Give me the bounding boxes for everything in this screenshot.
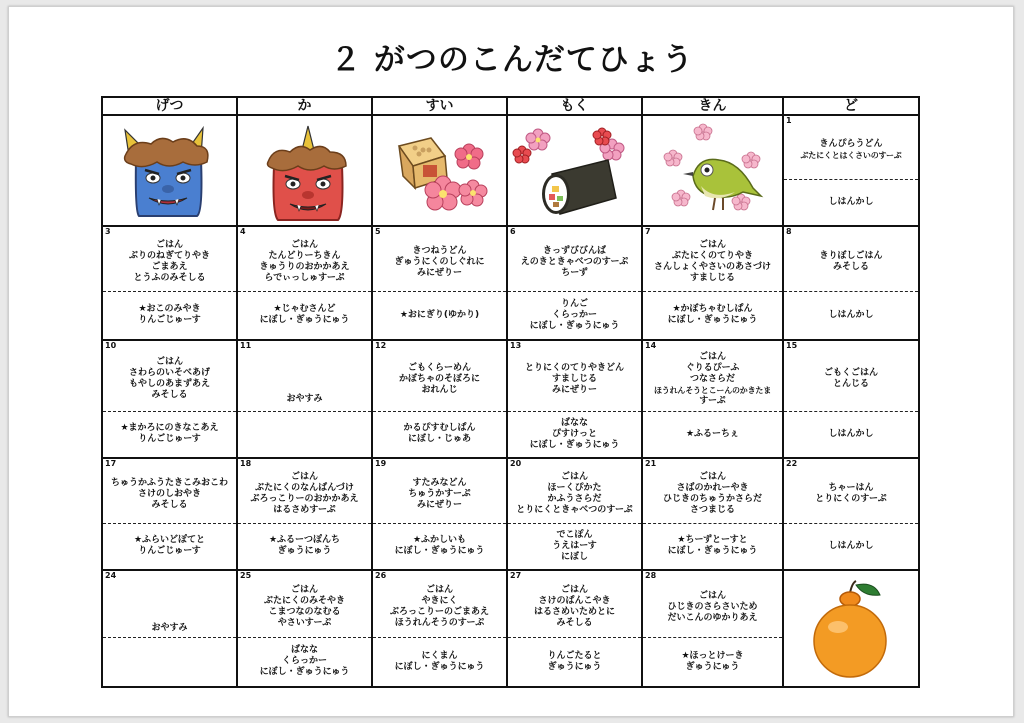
menu-item: ぎゅうにゅう	[547, 661, 602, 672]
menu-item: にぼし・ぎゅうにゅう	[529, 320, 620, 331]
menu-item: ごはん	[560, 472, 588, 482]
menu-item: つなさらだ	[689, 373, 735, 384]
day-number: 8	[786, 227, 792, 236]
day-cell	[508, 341, 643, 459]
menu-item: さばのかれーやき	[676, 483, 749, 493]
day-cell	[643, 571, 784, 688]
menu-item: くらっかー	[281, 656, 327, 666]
blue-oni-icon	[103, 116, 238, 227]
day-cell	[784, 341, 920, 459]
menu-item: ほうれんそうのすーぷ	[394, 618, 485, 628]
day-cell	[508, 227, 643, 341]
illustration-cell-mon	[103, 116, 238, 227]
menu-item: ちゅうかふうたきこみおこわ	[110, 477, 228, 488]
snack-menu	[510, 411, 639, 457]
day-number: 12	[375, 341, 387, 350]
menu-item: でこぽん	[556, 529, 593, 540]
menu-item: こまつなのなむる	[268, 607, 341, 617]
menu-item: みにぜりー	[416, 499, 462, 510]
snack-menu	[510, 291, 639, 339]
menu-item: ほーくぴかた	[547, 483, 602, 493]
menu-item: にぼし・ぎゅうにゅう	[667, 315, 758, 325]
menu-item: ごはん	[290, 472, 318, 482]
menu-item: ぶろっこりーのおかかあえ	[250, 494, 359, 504]
day-cell	[103, 459, 238, 571]
menu-item: とんじる	[832, 379, 869, 389]
snack-menu	[105, 523, 234, 569]
menu-item: さけのぱんこやき	[538, 596, 611, 606]
illustration-cell-tue	[238, 116, 373, 227]
menu-item: きゅうりのおかかあえ	[259, 262, 350, 272]
menu-item: すーぷ	[699, 395, 726, 406]
menu-item: ごはん	[290, 585, 318, 595]
menu-item: みにぜりー	[551, 384, 597, 395]
menu-item: きんぴらうどん	[819, 139, 883, 149]
menu-item: にくまん	[421, 650, 458, 661]
menu-item: すましじる	[689, 273, 735, 283]
day-number: 18	[240, 459, 252, 468]
menu-item: ひじきのちゅうかさらだ	[662, 494, 762, 504]
lunch-menu	[645, 347, 780, 411]
menu-item: ごもくらーめん	[407, 362, 471, 373]
lunch-menu	[786, 347, 916, 411]
snack-menu	[786, 291, 916, 339]
day-cell	[238, 571, 373, 688]
menu-item: かるぴすむしぱん	[403, 423, 476, 433]
menu-item: たんどりーちきん	[268, 251, 341, 261]
illustration-cell-thu	[508, 116, 643, 227]
menu-item: やさいすーぷ	[277, 618, 332, 628]
weekday-header-tue: か	[238, 98, 373, 116]
page-title: ２ がつのこんだてひょう	[330, 42, 694, 78]
menu-item: ばなな	[560, 417, 588, 428]
menu-item: さけのしおやき	[137, 488, 201, 499]
menu-item: にぼし・ぎゅうにゅう	[259, 315, 350, 325]
day-number: 1	[786, 116, 792, 125]
menu-item: うえはーす	[552, 540, 597, 551]
menu-item: ちーず	[561, 267, 588, 278]
menu-item: はるさめすーぷ	[273, 505, 336, 515]
lunch-menu	[510, 233, 639, 291]
menu-item: ぎゅうにくのしぐれに	[394, 256, 485, 267]
day-cell	[508, 459, 643, 571]
menu-item: ばなな	[290, 645, 318, 655]
day-number: 26	[375, 571, 387, 580]
menu-item: ごはん	[425, 585, 453, 595]
ehomaki-sushi-roll-icon	[508, 116, 643, 227]
day-number: 7	[645, 227, 651, 236]
menu-item: しはんかし	[828, 196, 874, 207]
day-number: 11	[240, 341, 252, 350]
day-number: 25	[240, 571, 252, 580]
lunch-menu	[510, 577, 639, 637]
menu-item: にぼし	[560, 551, 588, 562]
menu-item: ぶたにくのみそやき	[263, 596, 345, 606]
menu-item: ごはん	[290, 240, 318, 250]
menu-item: ぶろっこりーのごまあえ	[389, 607, 489, 617]
day-number: 20	[510, 459, 522, 468]
menu-item: ぎゅうにゅう	[685, 661, 740, 672]
day-number: 13	[510, 341, 522, 350]
lunch-menu	[510, 347, 639, 411]
snack-menu	[240, 291, 369, 339]
day-number: 10	[105, 341, 117, 350]
snack-menu	[105, 291, 234, 339]
day-number: 5	[375, 227, 381, 236]
menu-item: えのきときゃべつのすーぷ	[520, 256, 629, 267]
menu-item: みそしる	[832, 262, 869, 272]
lunch-menu	[375, 233, 504, 291]
snack-menu	[375, 291, 504, 339]
menu-item: りんごたると	[547, 650, 602, 661]
day-number: 17	[105, 459, 117, 468]
menu-item: くらっかー	[551, 309, 597, 320]
menu-item: りんごじゅーす	[138, 315, 201, 325]
menu-item: にぼし・ぎゅうにゅう	[667, 546, 758, 556]
day-cell	[238, 341, 373, 459]
day-cell	[103, 227, 238, 341]
menu-item: ごはん	[560, 585, 588, 595]
menu-item: ごまあえ	[151, 262, 188, 272]
bean-box-and-plum-blossom-icon	[373, 116, 508, 227]
day-cell	[784, 459, 920, 571]
menu-item: ごもくごはん	[823, 368, 878, 378]
day-number: 15	[786, 341, 798, 350]
menu-item: みそしる	[151, 390, 188, 400]
menu-item: さわらのいそべあげ	[128, 368, 210, 378]
lunch-menu	[375, 577, 504, 637]
snack-menu	[510, 637, 639, 686]
menu-item: ぶたにくのなんばんづけ	[255, 483, 354, 493]
menu-item: ★ほっとけーき	[681, 650, 744, 661]
day-cell	[238, 459, 373, 571]
menu-item: ごはん	[155, 357, 183, 367]
lunch-menu	[105, 233, 234, 291]
holiday-label	[103, 571, 236, 686]
menu-item: もやしのあまずあえ	[128, 379, 210, 389]
holiday-label	[238, 341, 371, 457]
menu-item: ぶたにくとはくさいのすーぷ	[800, 151, 902, 160]
day-cell	[784, 227, 920, 341]
lunch-menu	[786, 233, 916, 291]
menu-item: ごはん	[698, 472, 726, 482]
menu-item: とりにくときゃべつのすーぷ	[516, 505, 633, 515]
day-cell	[643, 227, 784, 341]
menu-item: おれんじ	[421, 384, 458, 395]
day-cell	[373, 227, 508, 341]
day-cell	[508, 571, 643, 688]
menu-item: ほうれんそうとこーんのかきたま	[654, 385, 771, 395]
day-number: 14	[645, 341, 657, 350]
menu-item: にぼし・ぎゅうにゅう	[394, 546, 485, 556]
holiday-text: おやすみ	[135, 623, 203, 634]
day-number: 6	[510, 227, 516, 236]
menu-item: さんしょくやさいのあさづけ	[653, 262, 771, 272]
menu-item: ★まかろにのきなこあえ	[120, 423, 219, 433]
menu-item: ★ふかしいも	[412, 535, 467, 545]
lunch-menu	[375, 465, 504, 523]
menu-item: ひじきのさらさいため	[667, 601, 758, 612]
snack-menu	[375, 411, 504, 457]
menu-item: きりぼしごはん	[819, 251, 883, 261]
menu-item: とりにくのてりやきどん	[524, 362, 624, 373]
weekday-header-fri: きん	[643, 98, 784, 116]
menu-item: とりにくのすーぷ	[815, 494, 887, 504]
menu-item: ごはん	[698, 240, 726, 250]
menu-item: ★おにぎり(ゆかり)	[399, 309, 480, 320]
menu-item: しはんかし	[828, 428, 874, 439]
snack-menu	[375, 637, 504, 686]
snack-menu	[786, 411, 916, 457]
menu-item: にぼし・ぎゅうにゅう	[529, 439, 620, 450]
menu-item: りんご	[560, 298, 588, 309]
menu-item: ぐりるぴーふ	[685, 362, 740, 373]
menu-item: にぼし・ぎゅうにゅう	[394, 661, 485, 672]
mandarin-cell	[784, 571, 920, 688]
menu-item: ちゃーはん	[828, 483, 874, 493]
menu-item: みそしる	[151, 499, 188, 510]
day-cell	[643, 459, 784, 571]
red-oni-icon	[238, 116, 373, 227]
snack-menu	[375, 523, 504, 569]
menu-item: さつまじる	[689, 505, 735, 515]
holiday-text: おやすみ	[270, 394, 338, 405]
snack-menu	[786, 179, 916, 225]
menu-item: ★おこのみやき	[138, 304, 201, 314]
menu-item: ★ふるーちぇ	[685, 428, 740, 439]
menu-item: ★ちーずとーすと	[677, 535, 748, 545]
menu-item: ちゅうかすーぷ	[408, 488, 471, 499]
snack-menu	[645, 637, 780, 686]
day-number: 24	[105, 571, 117, 580]
lunch-menu	[786, 465, 916, 523]
lunch-menu	[240, 577, 369, 637]
lunch-menu	[105, 465, 234, 523]
menu-item: りんごじゅーす	[138, 434, 201, 444]
menu-item: ぶりのねぎてりやき	[128, 251, 210, 261]
menu-item: ★じゃむさんど	[273, 304, 336, 314]
snack-menu	[645, 291, 780, 339]
menu-item: みそしる	[556, 618, 593, 628]
day-cell	[643, 341, 784, 459]
illustration-cell-fri	[643, 116, 784, 227]
menu-item: ぶたにくのてりやき	[671, 251, 753, 261]
snack-menu	[645, 523, 780, 569]
menu-item: ★ふらいどぽてと	[133, 535, 206, 545]
menu-item: ぴすけっと	[551, 428, 597, 439]
day-cell	[373, 459, 508, 571]
menu-item: ごはん	[155, 240, 183, 250]
japanese-white-eye-bird-icon	[643, 116, 784, 227]
lunch-menu	[645, 577, 780, 637]
snack-menu	[645, 411, 780, 457]
day-cell	[103, 341, 238, 459]
day-number: 28	[645, 571, 657, 580]
menu-item: りんごじゅーす	[138, 546, 201, 556]
menu-item: だいこんのゆかりあえ	[667, 612, 758, 623]
snack-menu	[786, 523, 916, 569]
day-number: 19	[375, 459, 387, 468]
menu-item: かふうさらだ	[547, 494, 602, 504]
lunch-menu	[240, 465, 369, 523]
menu-item: にぼし・ぎゅうにゅう	[259, 667, 350, 677]
illustration-cell-wed	[373, 116, 508, 227]
snack-menu	[510, 523, 639, 569]
day-number: 27	[510, 571, 522, 580]
menu-item: すましじる	[551, 373, 597, 384]
menu-item: みにぜりー	[416, 267, 462, 278]
lunch-menu	[510, 465, 639, 523]
day-number: 3	[105, 227, 111, 236]
snack-menu	[240, 523, 369, 569]
menu-item: ★ふるーつぽんち	[268, 535, 341, 545]
menu-item: ごはん	[698, 351, 726, 362]
lunch-menu	[240, 233, 369, 291]
menu-item: きつねうどん	[412, 245, 467, 256]
lunch-menu	[645, 465, 780, 523]
day-cell	[784, 116, 920, 227]
snack-menu	[240, 637, 369, 686]
weekday-header-thu: もく	[508, 98, 643, 116]
menu-item: ぎゅうにゅう	[277, 546, 332, 556]
menu-item: しはんかし	[828, 309, 874, 320]
snack-menu	[105, 411, 234, 457]
menu-calendar	[101, 96, 920, 688]
menu-item: とうふのみそしる	[133, 273, 206, 283]
menu-item: ★かぼちゃむしぱん	[672, 304, 753, 314]
lunch-menu	[105, 347, 234, 411]
menu-item: すたみなどん	[412, 477, 467, 488]
lunch-menu	[375, 347, 504, 411]
menu-item: やきにく	[421, 596, 458, 606]
weekday-header-mon: げつ	[103, 98, 238, 116]
menu-item: かぼちゃのそぼろに	[398, 373, 480, 384]
day-number: 4	[240, 227, 246, 236]
menu-item: にぼし・じゅあ	[407, 434, 471, 444]
day-cell	[373, 571, 508, 688]
lunch-menu	[645, 233, 780, 291]
menu-item: はるさめいためとに	[533, 607, 615, 617]
dekopon-mandarin-icon	[784, 571, 920, 688]
weekday-header-wed: すい	[373, 98, 508, 116]
lunch-menu	[786, 122, 916, 178]
weekday-header-sat: ど	[784, 98, 920, 116]
day-cell	[238, 227, 373, 341]
menu-item: らでぃっしゅすーぷ	[264, 273, 345, 283]
menu-item: しはんかし	[828, 540, 874, 551]
day-cell	[103, 571, 238, 688]
day-cell	[373, 341, 508, 459]
menu-item: きっずびびんば	[542, 245, 606, 256]
day-number: 21	[645, 459, 657, 468]
day-number: 22	[786, 459, 798, 468]
menu-item: ごはん	[698, 590, 726, 601]
